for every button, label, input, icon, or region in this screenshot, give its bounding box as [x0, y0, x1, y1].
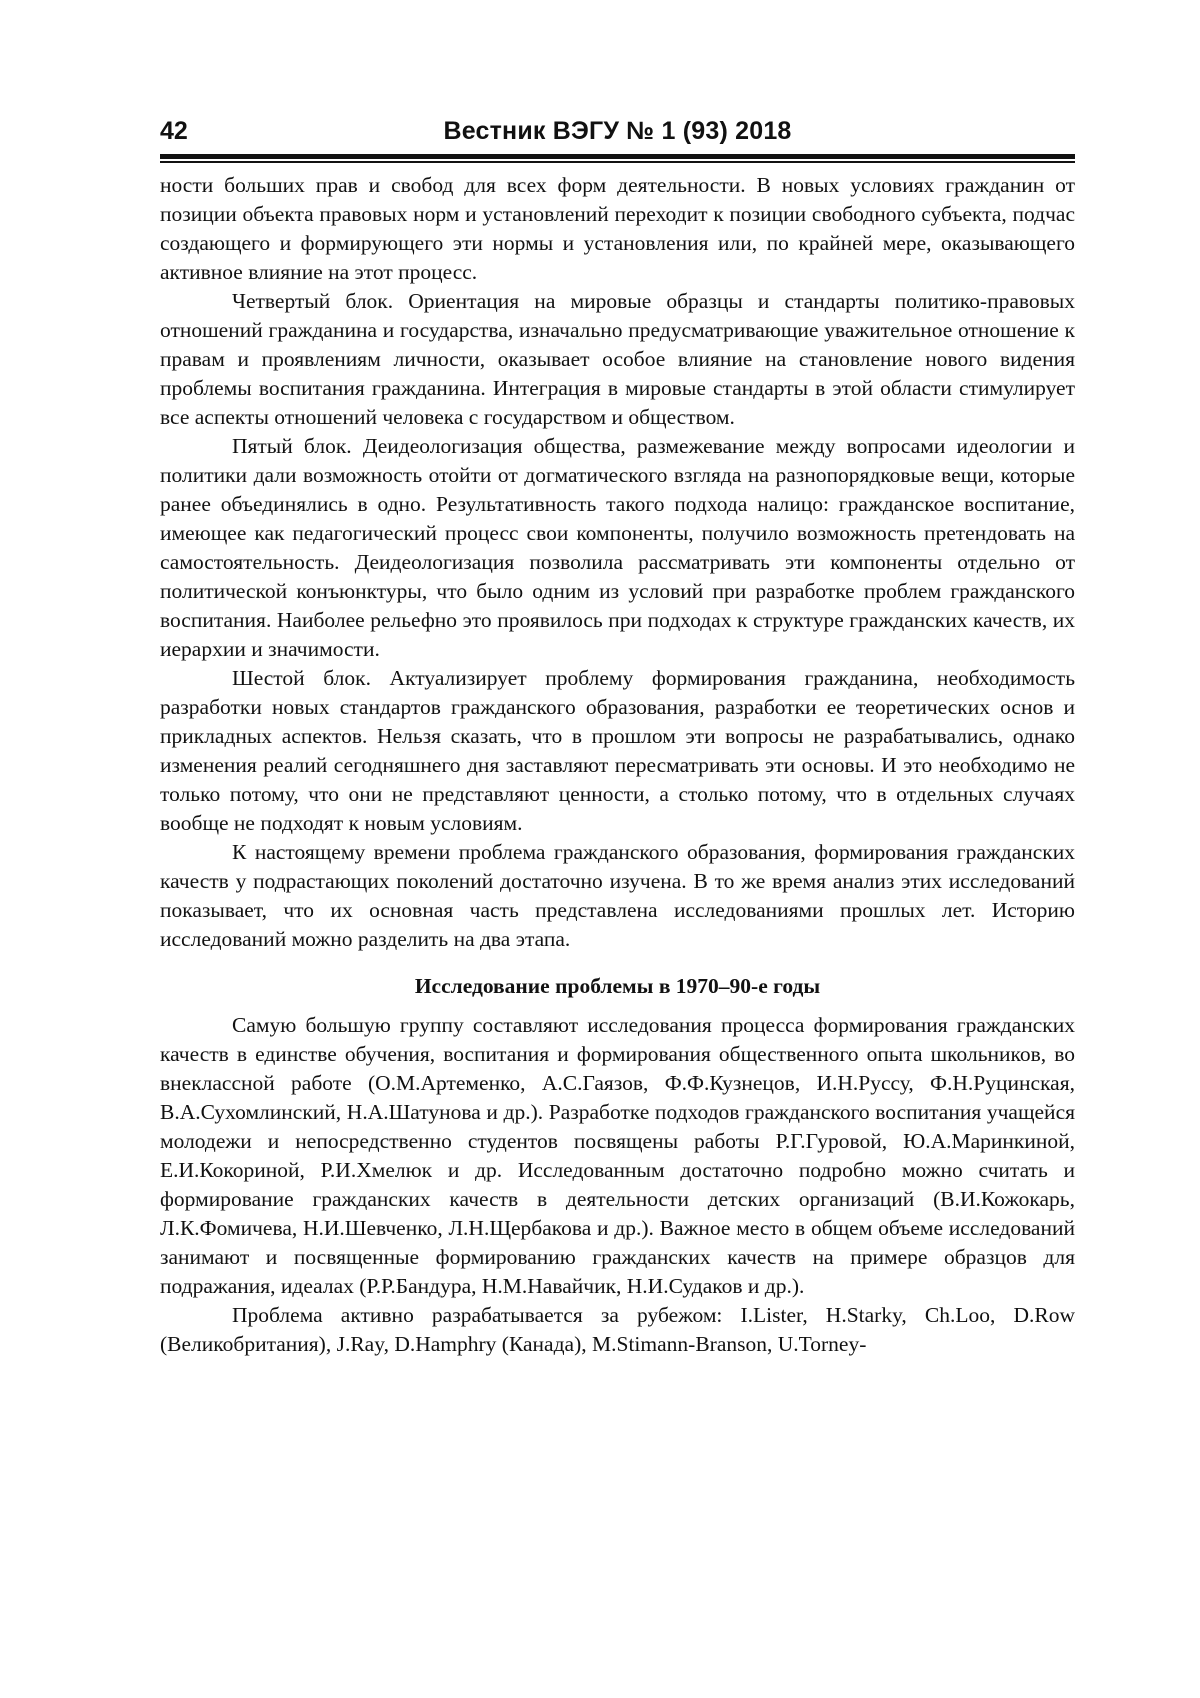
paragraph-continuation: ности больших прав и свобод для всех форм деятельности. В новых условиях гражданин от позиции объекта правовых норм и установлений переходит к позиции свободного субъекта, подчас создающего и формирующего эти нормы и установления или, по крайней мере, оказывающего активное влияние на этот процесс.	[160, 173, 1075, 284]
header-rule-thin	[160, 161, 1075, 163]
paragraph-sixth-block: Шестой блок. Актуализирует проблему формирования гражданина, необходимость разработки новых стандартов гражданского образования, разработки ее теоретических основ и прикладных аспектов. Нельзя сказать, что в прошлом эти вопросы не разрабатывались, однако изменения реалий сегодняшнего дня заставляют пересматривать эти основы. И это необходимо не только потому, что они не представляют ценности, а столько потому, что в отдельных случаях вообще не подходят к новым условиям.	[160, 666, 1075, 835]
section-heading: Исследование проблемы в 1970–90-е годы	[414, 974, 821, 998]
paragraph-foreign-research: Проблема активно разрабатывается за рубежом: I.Lister, H.Starky, Ch.Loo, D.Row (Великобритания), J.Ray, D.Hamphry (Канада), M.Stimann-Branson, U.Torney-	[160, 1303, 1075, 1356]
header-rule-thick	[160, 154, 1075, 159]
journal-page	[160, 112, 1075, 1359]
journal-title: Вестник ВЭГУ № 1 (93) 2018	[443, 117, 792, 145]
page-number: 42	[160, 117, 188, 145]
running-header	[160, 112, 1075, 150]
paragraph-fifth-block: Пятый блок. Деидеологизация общества, размежевание между вопросами идеологии и политики дали возможность отойти от догматического взгляда на разнопорядковые вещи, которые ранее объединялись в одно. Результативность такого подхода налицо: гражданское воспитание, имеющее как педагогический процесс свои компоненты, получило возможность претендовать на самостоятельность. Деидеологизация позволила рассматривать эти компоненты отдельно от политической конъюнктуры, что было одним из условий при разработке проблем гражданского воспитания. Наиболее рельефно это проявилось при подходах к структуре гражданских качеств, их иерархии и значимости.	[160, 434, 1075, 661]
paragraph-research-overview: К настоящему времени проблема гражданского образования, формирования гражданских качеств у подрастающих поколений достаточно изучена. В то же время анализ этих исследований показывает, что их основная часть представлена исследованиями прошлых лет. Историю исследований можно разделить на два этапа.	[160, 840, 1075, 951]
article-body	[160, 171, 1075, 1359]
paragraph-largest-group: Самую большую группу составляют исследования процесса формирования гражданских качеств в единстве обучения, воспитания и формирования общественного опыта школьников, во внеклассной работе (О.М.Артеменко, А.С.Гаязов, Ф.Ф.Кузнецов, И.Н.Руссу, Ф.Н.Руцинская, В.А.Сухомлинский, Н.А.Шатунова и др.). Разработке подходов гражданского воспитания учащейся молодежи и непосредственно студентов посвящены работы Р.Г.Гуровой, Ю.А.Маринкиной, Е.И.Кокориной, Р.И.Хмелюк и др. Исследованным достаточно подробно можно считать и формирование гражданских качеств в деятельности детских организаций (В.И.Кожокарь, Л.К.Фомичева, Н.И.Шевченко, Л.Н.Щербакова и др.). Важное место в общем объеме исследований занимают и посвященные формированию гражданских качеств на примере образцов для подражания, идеалах (Р.Р.Бандура, Н.М.Навайчик, Н.И.Судаков и др.).	[160, 1013, 1075, 1298]
paragraph-fourth-block: Четвертый блок. Ориентация на мировые образцы и стандарты политико-правовых отношений гражданина и государства, изначально предусматривающие уважительное отношение к правам и проявлениям личности, оказывает особое влияние на становление нового видения проблемы воспитания гражданина. Интеграция в мировые стандарты в этой области стимулирует все аспекты отношений человека с государством и обществом.	[160, 289, 1075, 429]
